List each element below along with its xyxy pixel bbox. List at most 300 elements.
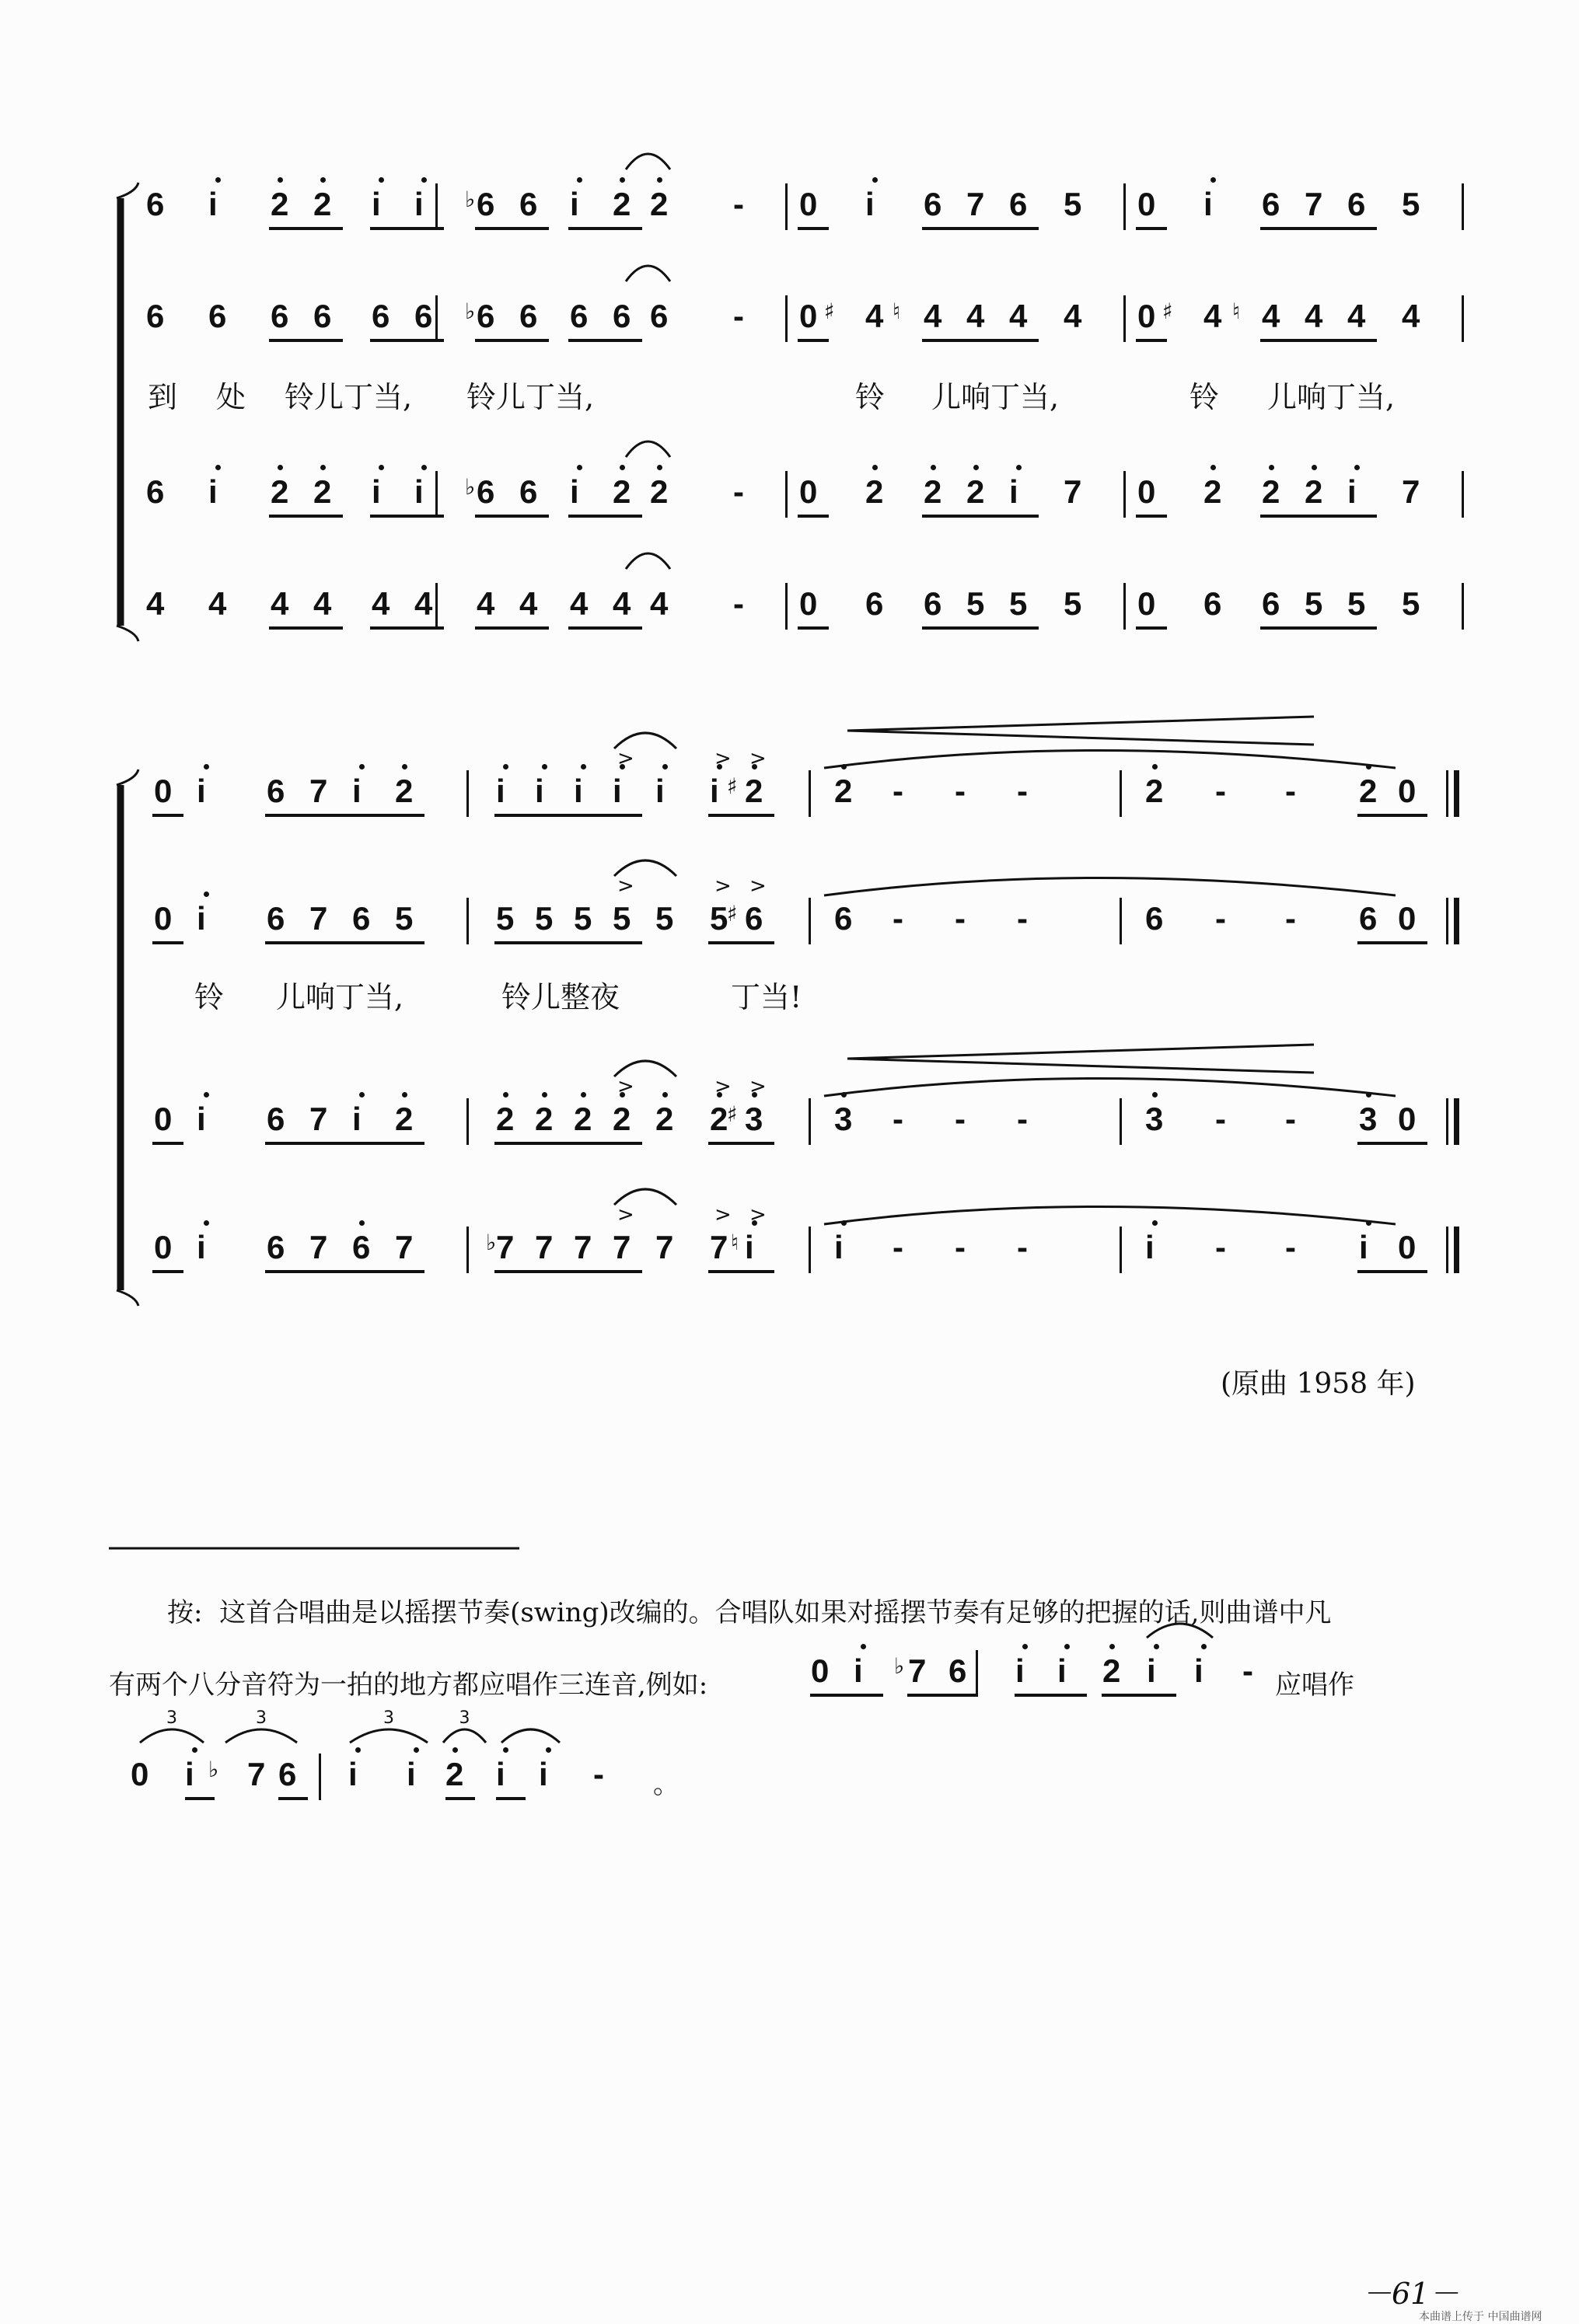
accent-mark: > [617,874,634,898]
rule [847,1045,1314,1059]
lyric: 铃 [855,380,886,414]
beam-underline [278,1797,308,1800]
triplet-mark: 3 [166,1708,177,1728]
note: 6 [924,186,942,222]
barline [1446,770,1448,817]
accidental: ♮ [1232,298,1241,324]
note: i [865,186,875,222]
note: i [1057,1652,1067,1689]
note: 2 [313,186,332,222]
beam-underline [568,339,642,342]
barline [1123,471,1126,518]
octave-dot [931,465,936,470]
beam-underline [496,1797,526,1800]
lyric: 儿响丁当, [276,980,404,1014]
beam-underline [1260,626,1377,630]
octave-dot [542,764,547,769]
note: 4 [271,585,289,622]
note: i [613,773,622,809]
accent-mark: > [617,1075,634,1098]
note: 7 [395,1229,414,1265]
note: 4 [966,298,985,334]
accidental: ♯ [727,773,738,799]
slur [501,1729,560,1743]
note: 5 [655,900,674,937]
note: 0 [1398,1101,1417,1137]
lyric: 铃 [1189,380,1220,414]
note: 4 [1262,298,1280,334]
beam-underline [475,515,549,518]
note: i [570,186,579,222]
note: 5 [613,900,631,937]
note: 7 [1064,473,1082,510]
beam-underline [810,1694,883,1697]
slur [824,1079,1396,1097]
barline [1123,295,1126,342]
slur [626,154,670,169]
octave-dot [662,764,668,769]
accidental: ♭ [208,1757,219,1782]
barline [1462,295,1464,342]
note: - [893,900,903,937]
barline [809,1098,811,1145]
note: 7 [574,1229,592,1265]
beam-underline [708,1142,774,1145]
sing-as-label: 应唱作 [1275,1670,1354,1701]
beam-underline [370,626,444,630]
beam-underline [475,227,549,230]
note: 2 [745,773,763,809]
note: 6 [834,900,853,937]
accidental: ♭ [486,1230,497,1255]
octave-dot [421,465,427,470]
note: i [1194,1652,1203,1689]
note: 4 [146,585,165,622]
accidental: ♮ [893,298,901,324]
note: 5 [1402,186,1420,222]
octave-dot [1109,1644,1115,1649]
beam-underline [475,339,549,342]
triplet-mark: 3 [256,1708,267,1728]
rule [847,1059,1314,1073]
beam-underline [798,227,829,230]
note: 2 [1145,773,1164,809]
note: 3 [834,1101,853,1137]
note: 4 [570,585,589,622]
octave-dot [503,1092,508,1097]
beam-underline [265,1270,424,1273]
note: 6 [519,298,538,334]
accidental: ♭ [465,298,476,324]
beam-underline [1136,227,1167,230]
barline [1120,1227,1122,1273]
note: - [955,773,966,809]
beam-underline [1260,339,1377,342]
note: 6 [865,585,884,622]
lyric: 丁当! [731,980,802,1014]
note: 5 [574,900,592,937]
note: 2 [655,1101,674,1137]
note: 3 [1359,1101,1378,1137]
triplet-mark: 3 [383,1708,394,1728]
accent-mark: > [749,747,767,770]
note: 6 [948,1652,967,1689]
octave-dot [359,1220,365,1226]
note: 5 [496,900,515,937]
octave-dot [379,177,384,183]
octave-dot [620,465,625,470]
slur [117,183,138,198]
note: 7 [535,1229,554,1265]
octave-dot [577,177,582,183]
note: i [372,186,381,222]
note: 6 [146,186,165,222]
note: 6 [477,473,495,510]
note: 0 [154,1229,173,1265]
note: 6 [924,585,942,622]
note: 7 [710,1229,728,1265]
beam-underline [494,1270,642,1273]
note: 4 [313,585,332,622]
note: 5 [1402,585,1420,622]
note: i [185,1756,194,1792]
octave-dot [278,465,283,470]
lyric: 铃儿丁当, [466,380,595,414]
slur [626,266,670,281]
note: i [1145,1229,1155,1265]
beam-underline [265,814,424,817]
octave-dot [1210,177,1216,183]
note: 2 [1203,473,1222,510]
barline [1120,1098,1122,1145]
note: i [535,773,544,809]
note: i [539,1756,548,1792]
slur [626,441,670,457]
note: 6 [208,298,227,334]
note: - [733,186,744,222]
note: 7 [613,1229,631,1265]
octave-dot [414,1747,419,1753]
lyric: 儿响丁当, [931,380,1060,414]
octave-dot [402,1092,407,1097]
beam-underline [568,515,642,518]
slur [117,626,138,641]
slur [614,1189,676,1205]
barline [466,1098,469,1145]
lyric: 铃 [194,980,225,1014]
barline [1120,770,1122,817]
octave-dot [620,177,625,183]
note: 6 [519,473,538,510]
beam-underline [798,515,829,518]
note: 5 [710,900,728,937]
accent-mark: > [749,1203,767,1227]
slur [117,769,138,785]
note: 0 [154,773,173,809]
beam-underline [568,626,642,630]
note: i [710,773,719,809]
beam-underline [922,339,1039,342]
note: 4 [1064,298,1082,334]
note: 5 [1009,585,1028,622]
octave-dot [215,177,221,183]
note: 6 [146,298,165,334]
note: 2 [613,1101,631,1137]
note: i [208,473,218,510]
barline [466,898,469,944]
barline [1454,1098,1459,1145]
slur [824,878,1396,896]
beam-underline [269,227,343,230]
note: - [1285,1229,1296,1265]
note: 0 [1137,186,1156,222]
accent-mark: > [617,1203,634,1227]
barline [466,1227,469,1273]
beam-underline [1260,227,1377,230]
note: i [372,473,381,510]
note: 4 [924,298,942,334]
note: 6 [1262,585,1280,622]
note: 2 [535,1101,554,1137]
barline [809,770,811,817]
note: 2 [496,1101,515,1137]
beam-underline [1102,1694,1176,1697]
note: 5 [1347,585,1366,622]
note: i [496,773,505,809]
octave-dot [1210,465,1216,470]
note: 6 [352,900,371,937]
note: 5 [1305,585,1323,622]
note: - [1285,773,1296,809]
octave-dot [1312,465,1317,470]
note: i [834,1229,844,1265]
barline [466,770,469,817]
octave-dot [841,1220,847,1226]
beam-underline [1357,814,1427,817]
beam-underline [1357,941,1427,944]
note: i [655,773,665,809]
beam-underline [1015,1694,1087,1697]
barline [1454,770,1459,817]
barline [1454,1227,1459,1273]
rule [847,717,1314,731]
note: - [893,773,903,809]
note: - [1215,773,1226,809]
note: 4 [372,585,390,622]
note: 2 [574,1101,592,1137]
note: i [197,773,206,809]
beam-underline [1136,626,1167,630]
octave-dot [1022,1644,1028,1649]
octave-dot [872,465,878,470]
accent-mark: > [749,1075,767,1098]
note: 6 [146,473,165,510]
beam-underline [265,1142,424,1145]
barline [435,295,438,342]
octave-dot [204,1220,209,1226]
beam-underline [907,1694,978,1697]
note: 7 [966,186,985,222]
octave-dot [546,1747,551,1753]
barline [1123,583,1126,630]
accidental: ♭ [465,474,476,500]
note: 6 [1347,186,1366,222]
note: 6 [267,1229,285,1265]
note: 2 [1305,473,1323,510]
octave-dot [1152,1092,1158,1097]
barline [1454,898,1459,944]
barline [1446,1227,1448,1273]
slur [824,751,1396,769]
note: i [1015,1652,1025,1689]
note: i [1203,186,1213,222]
note: - [1215,1229,1226,1265]
note: 0 [811,1652,830,1689]
octave-dot [1016,465,1022,470]
octave-dot [577,465,582,470]
beam-underline [1357,1270,1427,1273]
note: - [955,1229,966,1265]
note: 7 [908,1652,927,1689]
note: 7 [309,1229,328,1265]
note: 4 [519,585,538,622]
accidental: ♯ [1162,298,1173,324]
note: 7 [309,1101,328,1137]
barline [1462,471,1464,518]
note: 0 [799,298,818,334]
note: i [197,900,206,937]
octave-dot [503,764,508,769]
page-number: －61－ [1362,2277,1459,2311]
note: 6 [477,186,495,222]
note: - [955,1101,966,1137]
note: 4 [1203,298,1222,334]
beam-underline [708,814,774,817]
slur [140,1729,204,1743]
octave-dot [402,764,407,769]
note: 2 [1359,773,1378,809]
note: - [733,473,744,510]
note: 2 [1262,473,1280,510]
note: 4 [650,585,669,622]
note: 6 [745,900,763,937]
note: i [574,773,583,809]
octave-dot [1269,465,1274,470]
accent-mark: > [749,874,767,898]
source-note: (原曲 1958 年) [1221,1368,1416,1400]
note: 6 [1203,585,1222,622]
note: 6 [1359,900,1378,937]
slur [626,553,670,569]
note: i [348,1756,358,1792]
beam-underline [922,227,1039,230]
note: 7 [655,1229,674,1265]
note: i [1009,473,1018,510]
note: 2 [834,773,853,809]
octave-dot [204,764,209,769]
octave-dot [1354,465,1360,470]
note: 5 [1064,186,1082,222]
note: - [1017,1101,1028,1137]
note: 6 [519,186,538,222]
note: - [1285,1101,1296,1137]
accidental: ♭ [894,1653,905,1679]
lyric: 到 [148,380,178,414]
note: - [733,585,744,622]
note: 0 [1137,473,1156,510]
note: - [893,1229,903,1265]
note: 6 [352,1229,371,1265]
octave-dot [204,892,209,897]
accidental: ♮ [731,1230,739,1255]
note: 4 [477,585,495,622]
note: 5 [1064,585,1082,622]
beam-underline [152,1142,183,1145]
accent-mark: > [714,874,732,898]
slur [614,860,676,876]
note: i [1147,1652,1156,1689]
accidental: ♯ [727,901,738,926]
beam-underline [185,1797,215,1800]
note: 4 [865,298,884,334]
note: 0 [154,900,173,937]
barline [1123,183,1126,230]
rule [847,731,1314,745]
triplet-mark: 3 [459,1708,470,1728]
note: - [733,298,744,334]
note: 6 [1145,900,1164,937]
note: 7 [247,1756,266,1792]
note: 7 [309,900,328,937]
accent-mark: > [714,1075,732,1098]
note: 7 [309,773,328,809]
slur [443,1729,486,1743]
note: 4 [208,585,227,622]
barline [809,898,811,944]
octave-dot [421,177,427,183]
octave-dot [1366,1092,1371,1097]
beam-underline [798,339,829,342]
lyric: 铃儿整夜 [501,980,620,1014]
note: 6 [570,298,589,334]
note: 6 [650,298,669,334]
note: 5 [395,900,414,937]
note: 4 [1305,298,1323,334]
slur [824,1207,1396,1225]
octave-dot [215,465,221,470]
note: - [1017,900,1028,937]
note: 6 [477,298,495,334]
note: 2 [445,1756,464,1792]
note: 2 [650,473,669,510]
note: i [197,1229,206,1265]
beam-underline [798,626,829,630]
accent-mark: > [714,1203,732,1227]
beam-underline [152,814,183,817]
octave-dot [320,177,326,183]
slur [117,1290,138,1306]
octave-dot [320,465,326,470]
note: 4 [1402,298,1420,334]
beam-underline [269,626,343,630]
lyric: 铃儿丁当, [285,380,413,414]
note: 0 [1137,585,1156,622]
note: 0 [1137,298,1156,334]
octave-dot [581,764,586,769]
beam-underline [1260,515,1377,518]
octave-dot [841,764,847,769]
note: 6 [613,298,631,334]
